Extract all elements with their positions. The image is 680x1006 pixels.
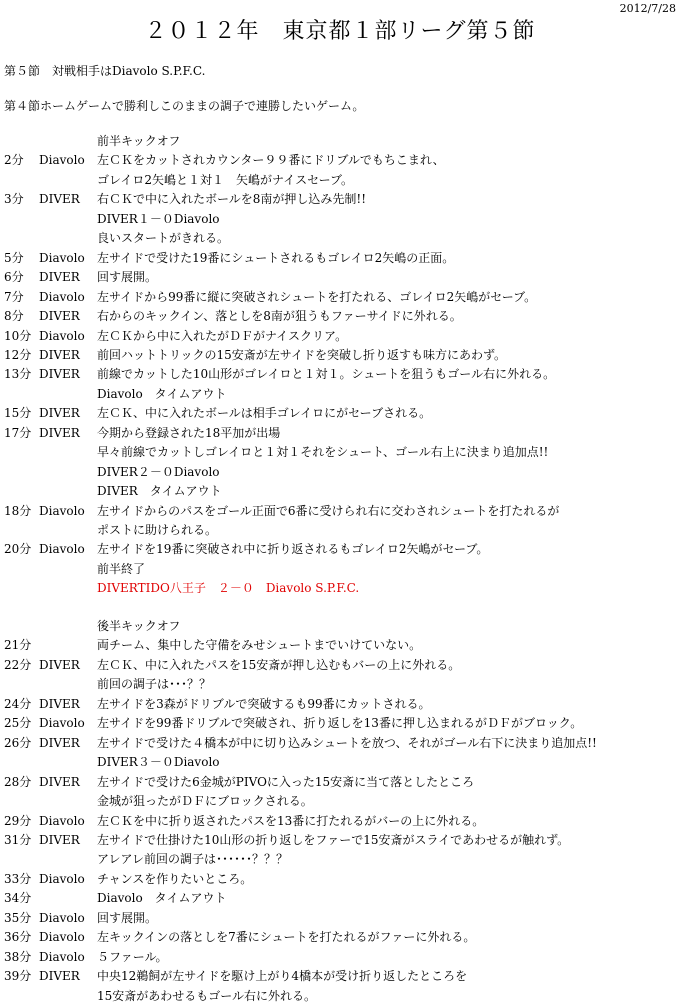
log-text: 前半キックオフ	[97, 134, 181, 148]
log-text: DIVERTIDO八王子 ２－０ Diavolo S.P.F.C.	[97, 581, 360, 596]
log-text: 前半終了	[97, 562, 146, 576]
log-text: 15安斎があわせるもゴール右に外れる。	[97, 988, 317, 1003]
log-minute: 6分	[4, 270, 24, 285]
log-minute: 18分	[4, 503, 32, 518]
log-text: DIVER１－０Diavolo	[97, 211, 220, 226]
log-text: 左サイドを19番に突破され中に折り返されるもゴレイロ2矢嶋がセーブ。	[97, 542, 489, 557]
log-text: DIVER タイムアウト	[97, 484, 222, 499]
log-minute: 22分	[4, 657, 32, 672]
log-text: 左サイドで受けた6金城がPIVOに入った15安斎に当て落としたところ	[97, 774, 475, 789]
log-team: Diavolo	[39, 813, 85, 828]
log-text: 左サイドからのパスをゴール正面で6番に受けられ右に交わされシュートを打たれるが	[97, 503, 560, 518]
log-text: 前回の調子は･･･？？	[97, 677, 212, 692]
log-team: DIVER	[39, 735, 80, 750]
log-minute: 5分	[4, 250, 24, 265]
log-text: 後半キックオフ	[97, 619, 181, 633]
log-team: Diavolo	[39, 542, 85, 557]
log-text: Diavolo タイムアウト	[97, 386, 227, 401]
log-team: Diavolo	[39, 716, 85, 731]
log-text: 左サイドから99番に縦に突破されシュートを打たれる、ゴレイロ2矢嶋がセーブ。	[97, 289, 537, 304]
log-minute: 12分	[4, 347, 32, 362]
log-text: Diavolo タイムアウト	[97, 891, 227, 906]
log-minute: 24分	[4, 696, 32, 711]
log-text: 両チーム、集中した守備をみせシュートまでいけていない。	[97, 638, 422, 653]
log-team: Diavolo	[39, 153, 85, 168]
log-text: 左サイドを3森がドリブルで突破するも99番にカットされる。	[97, 696, 431, 711]
log-minute: 15分	[4, 406, 32, 421]
log-minute: 13分	[4, 367, 32, 382]
log-team: Diavolo	[39, 910, 85, 925]
log-team: DIVER	[39, 347, 80, 362]
report-date: 2012/7/28	[619, 2, 676, 15]
log-minute: 28分	[4, 774, 32, 789]
log-text: 左ＣＫから中に入れたがＤＦがナイスクリア。	[97, 328, 348, 343]
log-text: 右ＣＫで中に入れたボールを8南が押し込み先制!!	[97, 192, 367, 207]
log-minute: 10分	[4, 328, 32, 343]
log-minute: 25分	[4, 716, 32, 731]
log-minute: 31分	[4, 832, 32, 847]
log-text: 今期から登録された18平加が出場	[97, 425, 281, 440]
log-minute: 38分	[4, 949, 32, 964]
log-team: DIVER	[39, 309, 80, 324]
log-text: 回す展開。	[97, 910, 158, 925]
log-text: 左サイドを99番ドリブルで突破され、折り返しを13番に押し込まれるがＤＦがブロック。	[97, 716, 583, 731]
log-team: DIVER	[39, 774, 80, 789]
log-minute: 34分	[4, 891, 32, 906]
log-minute: 36分	[4, 930, 32, 945]
log-team: DIVER	[39, 425, 80, 440]
log-minute: 17分	[4, 425, 32, 440]
log-team: DIVER	[39, 969, 80, 984]
log-minute: 35分	[4, 910, 32, 925]
log-team: DIVER	[39, 192, 80, 207]
log-text: ５ファール。	[97, 949, 168, 964]
log-team: DIVER	[39, 406, 80, 421]
log-minute: 3分	[4, 192, 24, 207]
intro-line: 第４節ホームゲームで勝利しこのままの調子で連勝したいゲーム。	[4, 99, 365, 113]
log-text: 左サイドで受けた19番にシュートされるもゴレイロ2矢嶋の正面。	[97, 250, 455, 265]
log-team: Diavolo	[39, 871, 85, 886]
log-minute: 29分	[4, 813, 32, 828]
log-text: 金城が狙ったがＤＦにブロックされる。	[97, 794, 313, 809]
log-team: Diavolo	[39, 328, 85, 343]
log-text: 左サイドで受けた４橋本が中に切り込みシュートを放つ、それがゴール右下に決まり追加点!!	[97, 735, 597, 750]
log-team: DIVER	[39, 270, 80, 285]
log-team: DIVER	[39, 696, 80, 711]
log-text: 左キックインの落としを7番にシュートを打たれるがファーに外れる。	[97, 930, 476, 945]
log-minute: 33分	[4, 871, 32, 886]
log-text: 左サイドで仕掛けた10山形の折り返しをファーで15安斎がスライであわせるが触れず。	[97, 832, 570, 847]
opponent-line: 第５節 対戦相手はDiavolo S.P.F.C.	[4, 64, 206, 78]
log-text: 良いスタートがきれる。	[97, 231, 230, 246]
log-minute: 26分	[4, 735, 32, 750]
log-team: DIVER	[39, 657, 80, 672]
log-minute: 2分	[4, 153, 24, 168]
page-title: ２０１２年 東京都１部リーグ第５節	[144, 19, 536, 44]
log-team: Diavolo	[39, 949, 85, 964]
log-team: Diavolo	[39, 503, 85, 518]
log-text: 回す展開。	[97, 270, 158, 285]
log-team: Diavolo	[39, 930, 85, 945]
log-minute: 20分	[4, 542, 32, 557]
log-minute: 21分	[4, 638, 32, 653]
log-team: Diavolo	[39, 250, 85, 265]
log-text: 前回ハットトリックの15安斎が左サイドを突破し折り返すも味方にあわず。	[97, 347, 506, 362]
log-text: 左ＣＫを中に折り返されたパスを13番に打たれるがバーの上に外れる。	[97, 813, 485, 828]
log-minute: 7分	[4, 289, 24, 304]
log-text: 中央12鵜飼が左サイドを駆け上がり4橋本が受け折り返したところを	[97, 969, 468, 984]
log-text: ゴレイロ2矢嶋と１対１ 矢嶋がナイスセーブ。	[97, 172, 354, 187]
log-team: DIVER	[39, 832, 80, 847]
log-team: Diavolo	[39, 289, 85, 304]
log-text: ポストに助けられる。	[97, 523, 218, 537]
log-text: 前線でカットした10山形がゴレイロと１対１。シュートを狙うもゴール右に外れる。	[97, 367, 556, 382]
log-text: DIVER２－０Diavolo	[97, 464, 220, 479]
log-minute: 39分	[4, 969, 32, 984]
log-text: 左ＣＫ、中に入れたボールは相手ゴレイロにがセーブされる。	[97, 406, 432, 421]
log-text: 早々前線でカットしゴレイロと１対１それをシュート、ゴール右上に決まり追加点!!	[97, 445, 549, 460]
log-text: 左ＣＫをカットされカウンター９９番にドリブルでもちこまれ、	[97, 153, 445, 168]
log-text: 左ＣＫ、中に入れたパスを15安斎が押し込むもバーの上に外れる。	[97, 657, 461, 672]
log-minute: 8分	[4, 309, 24, 324]
log-text: DIVER３－０Diavolo	[97, 755, 220, 770]
log-text: チャンスを作りたいところ。	[97, 871, 253, 886]
log-text: アレアレ前回の調子は･･････？？？	[97, 852, 289, 867]
log-text: 右からのキックイン、落としを8南が狙うもファーサイドに外れる。	[97, 309, 462, 324]
log-team: DIVER	[39, 367, 80, 382]
